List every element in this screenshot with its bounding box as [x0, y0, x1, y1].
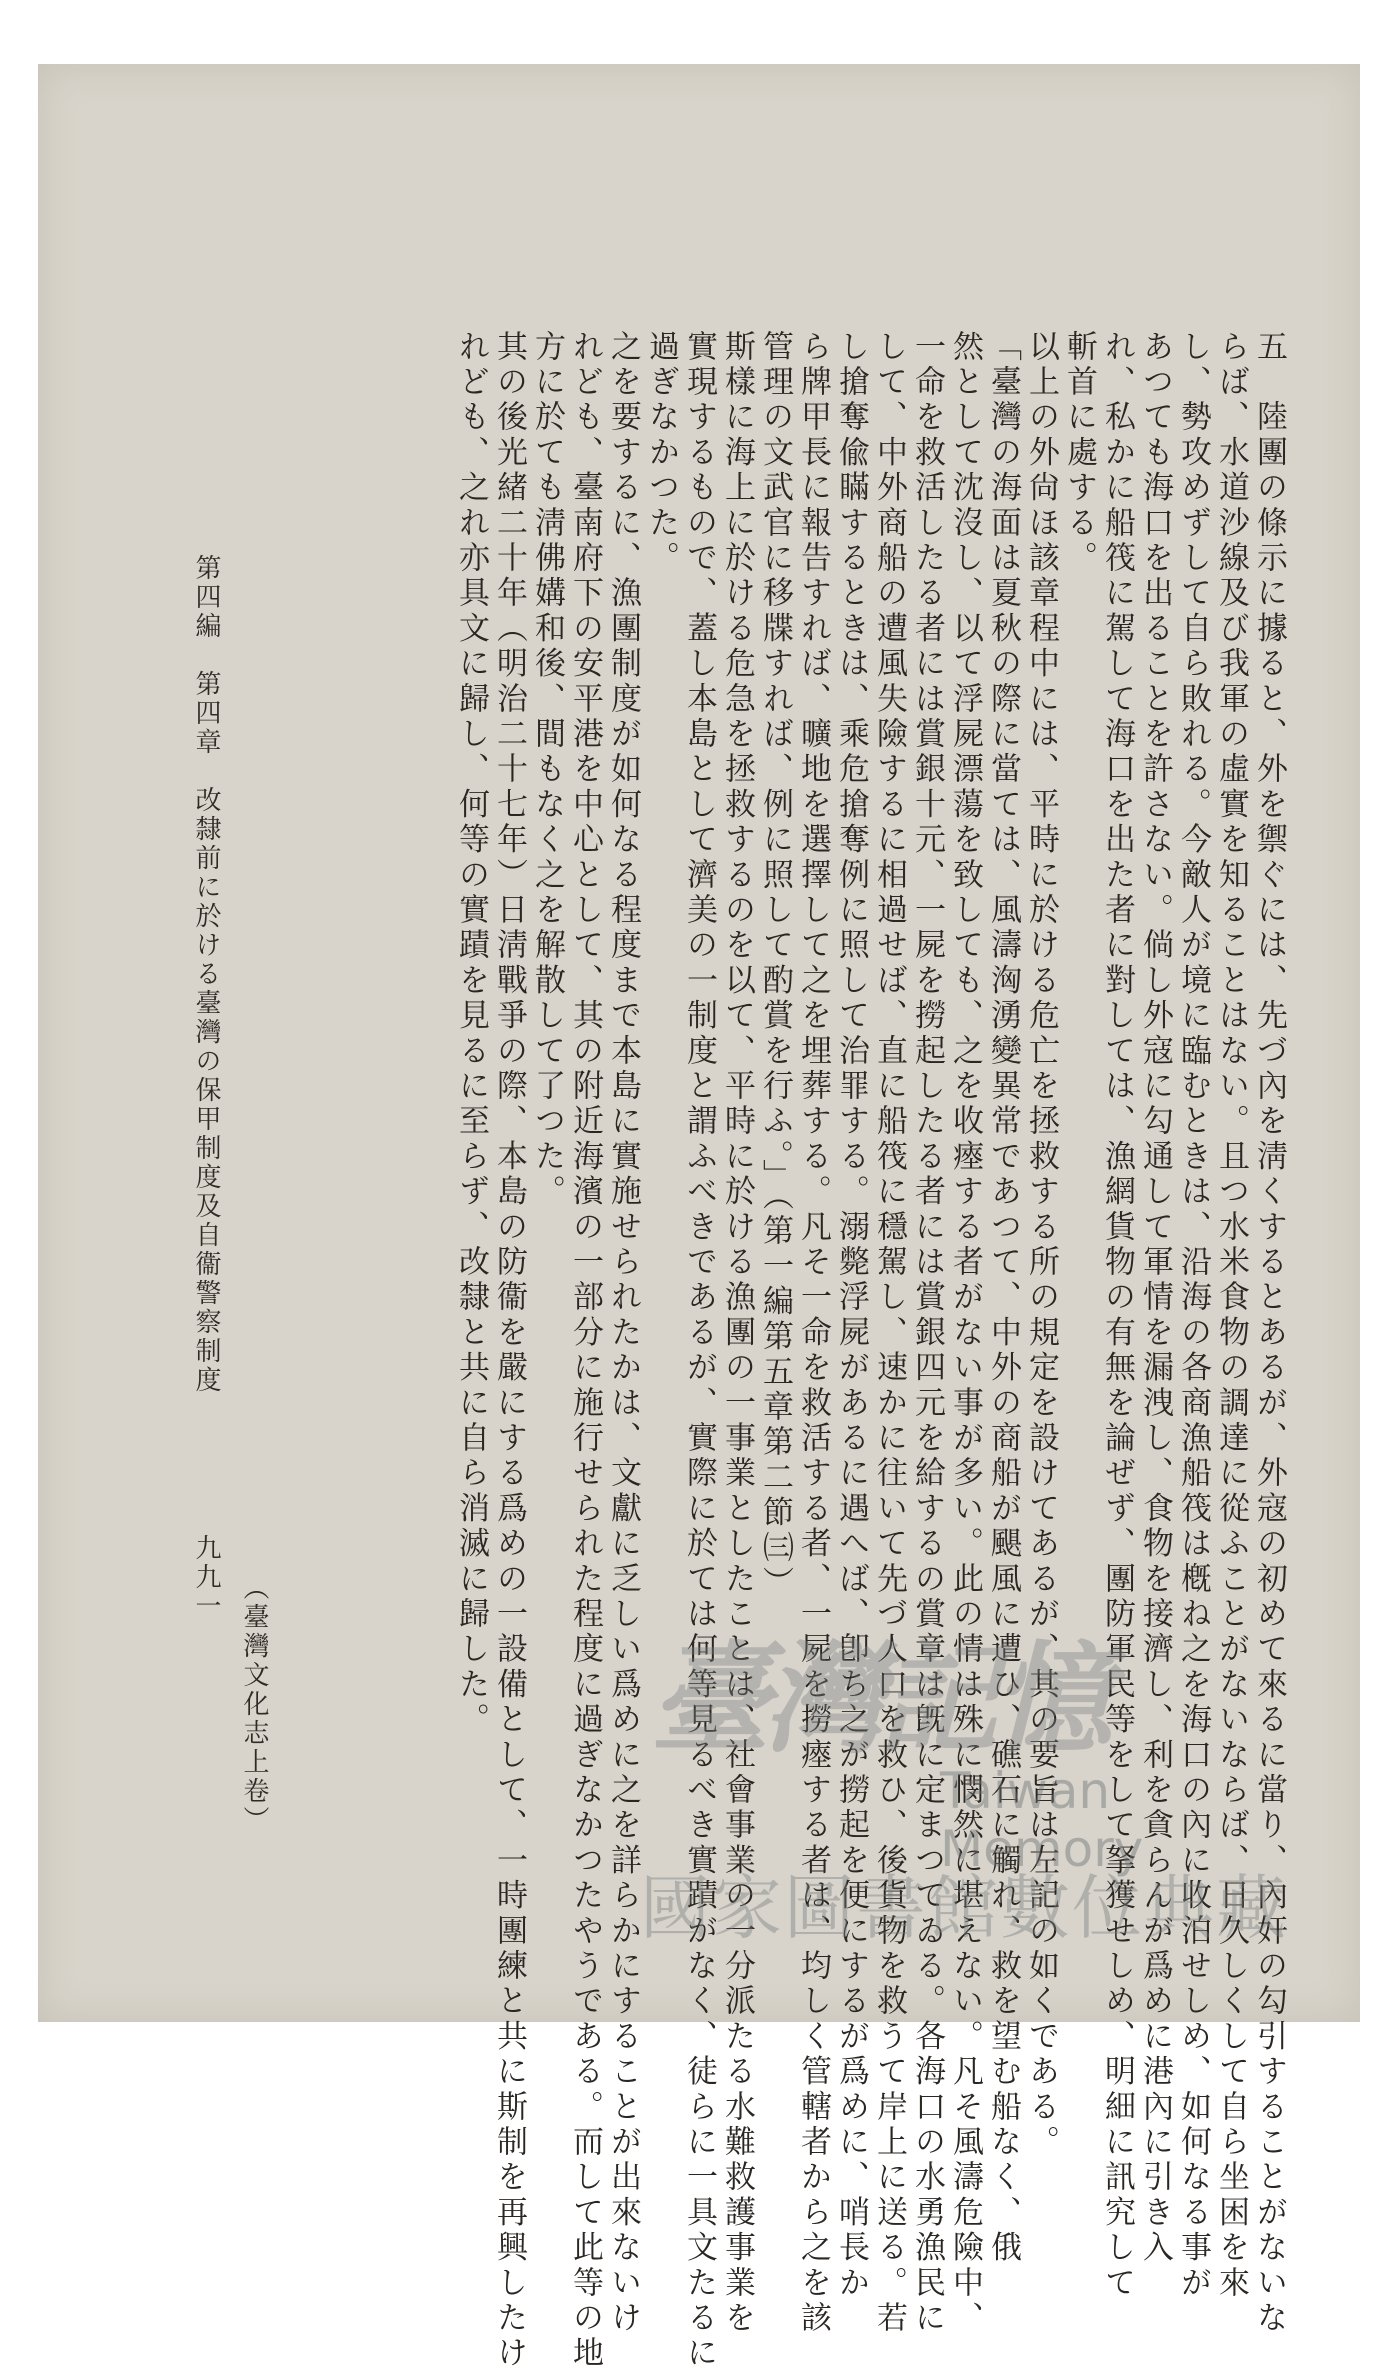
- text-column: れども、之れ亦具文に歸し、何等の實蹟を見るに至らず、改隸と共に自ら消滅に歸した。: [453, 330, 489, 1738]
- text-column: あつても海口を出ることを許さない。倘し外寇に勾通して軍情を漏洩し、食物を接濟し、利を貪らんが爲めに港內に引き入: [1137, 330, 1173, 2266]
- text-column: 方に於ても淸佛媾和後、間もなく之を解散して了つた。: [529, 330, 565, 1210]
- text-column: 然として沈沒し、以て浮屍漂蕩を致しても、之を收瘞する者がない事が多い。此の情は殊に憫然に堪えない。凡そ風濤危險中、: [947, 330, 983, 2337]
- running-footer-chapter: 第四編 第四章 改隸前に於ける臺灣の保甲制度及自衞警察制度: [191, 554, 221, 1395]
- text-column: し、勢攻めずして自ら敗れる。今敵人が境に臨むときは、沿海の各商漁船筏は槪ね之を海口の內に收泊せしめ、如何なる事が: [1175, 330, 1211, 2302]
- text-column: して、中外商船の遭風失險するに相過せば、直に船筏に穩駕し、速かに往いて先づ人口を救ひ、後貨物を救うて岸上に送る。若: [871, 330, 907, 2337]
- text-column: 斬首に處する。: [1061, 330, 1097, 577]
- volume-label: （臺灣文化志上卷）: [239, 1574, 269, 1835]
- text-column: 以上の外尙ほ該章程中には、平時に於ける危亡を拯救する所の規定を設けてあるが、其の要旨は左記の如くである。: [1023, 330, 1059, 2161]
- text-column: し搶奪偸瞞するときは、乘危搶奪例に照して治罪する。溺斃浮屍があるに遇へば、卽ち之が撈起を便にするが爲めに、哨長か: [833, 330, 869, 2302]
- text-column: 其の後光緒二十年（明治二十七年）日淸戰爭の際、本島の防衞を嚴にする爲めの一設備として、一時團練と共に斯制を再興したけ: [491, 330, 527, 2372]
- text-column: れども、臺南府下の安平港を中心として、其の附近海濱の一部分に施行せられた程度に過ぎなかつたやうである。而して此等の地: [567, 330, 603, 2372]
- text-column: 過ぎなかつた。: [643, 330, 679, 577]
- text-column: 五 陸團の條示に據ると、外を禦ぐには、先づ內を淸くするとあるが、外寇の初めて來るに當り、內奸の勾引することがないな: [1251, 330, 1287, 2337]
- scanned-page: [38, 64, 1360, 2372]
- watermark-latin-text: Taiwan Memory: [940, 1762, 1144, 1878]
- text-column: 一命を救活したる者には賞銀十元、一屍を撈起したる者には賞銀四元を給するの賞章は旣に定まつてゐる。各海口の水勇漁民に: [909, 330, 945, 2337]
- text-column: 實現するもので、蓋し本島として濟美の一制度と謂ふべきであるが、實際に於ては何等見るべき實蹟がなく、徒らに一具文たるに: [681, 330, 717, 2372]
- text-column: 斯樣に海上に於ける危急を拯救するのを以て、平時に於ける漁團の一事業としたことは、社會事業の一分派たる水難救護事業を: [719, 330, 755, 2337]
- text-column: 管理の文武官に移牒すれば、例に照して酌賞を行ふ。」（第一編第五章第二節㈢）: [757, 330, 793, 1602]
- watermark-subtitle: 國家圖書館數位典藏: [640, 1867, 1288, 1949]
- text-column: れ、私かに船筏に駕して海口を出た者に對しては、漁網貨物の有無を論ぜず、團防軍民等をして拏獲せしめ、明細に訊究して: [1099, 330, 1135, 2302]
- text-column: らば、水道沙線及び我軍の虛實を知ることはない。且つ水米食物の調達に從ふことがないならば、日久しくして自ら坐困を來: [1213, 330, 1249, 2302]
- text-column: ら牌甲長に報告すれば、曠地を選擇して之を埋葬する。凡そ一命を救活する者、一屍を撈瘞する者は、均しく管轄者から之を該: [795, 330, 831, 2337]
- text-column: 之を要するに、漁團制度が如何なる程度まで本島に實施せられたかは、文獻に乏しい爲めに之を詳らかにすることが出來ないけ: [605, 330, 641, 2337]
- text-column: 「臺灣の海面は夏秋の際に當ては、風濤洶湧變異常であつて、中外の商船が颶風に遭ひ、礁石に觸れ、救を望む船なく、俄: [985, 330, 1021, 2266]
- page-number: 九九一: [191, 1534, 221, 1621]
- watermark-brush-logo: 臺灣記憶: [650, 1629, 1106, 1770]
